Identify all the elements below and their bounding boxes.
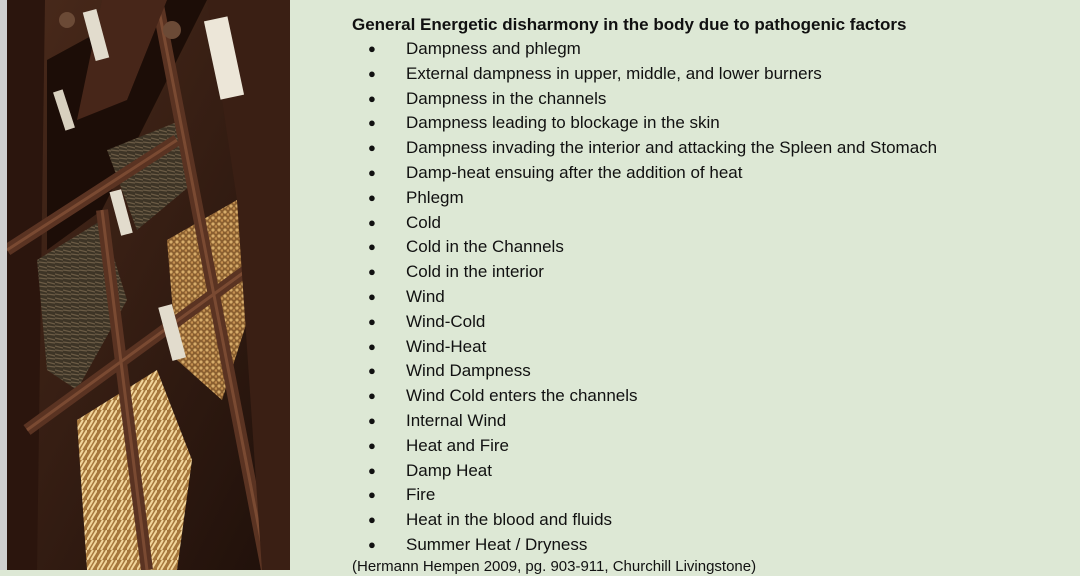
list-item bbox=[352, 37, 1072, 62]
citation: (Hermann Hempen 2009, pg. 903-911, Churchill Livingstone) bbox=[352, 557, 757, 575]
herb-drawers-illustration bbox=[7, 0, 290, 570]
list-item-text: Dampness and phlegm bbox=[406, 39, 581, 58]
list-item bbox=[352, 310, 1072, 335]
list-item-text: Heat in the blood and fluids bbox=[406, 510, 613, 530]
bullet-icon: ● bbox=[368, 338, 376, 354]
bullet-icon: ● bbox=[368, 65, 376, 81]
bullet-icon: ● bbox=[368, 189, 376, 205]
list-item bbox=[352, 508, 1072, 533]
list-item bbox=[352, 87, 1072, 112]
list-item bbox=[352, 384, 1072, 409]
list-item-text: Wind-Cold bbox=[406, 311, 486, 331]
document-heading: General Energetic disharmony in the body due to pathogenic factors bbox=[352, 15, 907, 34]
list-item bbox=[352, 434, 1072, 459]
list-item bbox=[352, 459, 1072, 484]
bullet-icon: ● bbox=[368, 363, 376, 379]
bullet-icon: ● bbox=[368, 487, 376, 503]
list-item-text: Cold in the Channels bbox=[406, 237, 564, 257]
bullet-icon: ● bbox=[368, 512, 376, 528]
bullet-icon: ● bbox=[368, 313, 376, 329]
list-item-text: Dampness invading the interior and attacking the Spleen and Stomach bbox=[406, 138, 938, 158]
list-item bbox=[352, 136, 1072, 161]
bullet-icon: ● bbox=[368, 388, 376, 404]
bullet-icon: ● bbox=[368, 264, 376, 280]
list-item-text: Fire bbox=[406, 485, 436, 505]
bullet-icon: ● bbox=[368, 288, 376, 304]
bullet-icon: ● bbox=[368, 140, 376, 156]
list-item-text: Heat and Fire bbox=[406, 435, 509, 455]
list-item-text: Dampness leading to blockage in the skin bbox=[406, 113, 720, 133]
list-item-text: Summer Heat / Dryness bbox=[406, 534, 588, 554]
bullet-icon: ● bbox=[368, 437, 376, 453]
list-item bbox=[352, 235, 1072, 260]
bullet-icon: ● bbox=[368, 536, 376, 552]
list-item bbox=[352, 409, 1072, 434]
list-item-text: Dampness in the channels bbox=[406, 88, 607, 108]
list-item-text: Damp Heat bbox=[406, 460, 492, 480]
list-item bbox=[352, 483, 1072, 508]
list-item bbox=[352, 359, 1072, 384]
list-item-text: External dampness in upper, middle, and lower burners bbox=[406, 63, 822, 83]
list-item-text: Wind Dampness bbox=[406, 361, 531, 381]
bullet-icon: ● bbox=[368, 214, 376, 230]
left-edge-strip bbox=[0, 0, 7, 570]
list-item-text: Phlegm bbox=[406, 187, 464, 207]
list-item bbox=[352, 211, 1072, 236]
list-item-text: Cold bbox=[406, 212, 441, 232]
bullet-icon: ● bbox=[368, 462, 376, 478]
list-item-text: Internal Wind bbox=[406, 410, 507, 430]
list-item bbox=[352, 161, 1072, 186]
list-item bbox=[352, 285, 1072, 310]
bullet-icon: ● bbox=[368, 41, 376, 56]
list-item-text: Wind-Heat bbox=[406, 336, 487, 356]
bullet-icon: ● bbox=[368, 412, 376, 428]
list-item bbox=[352, 186, 1072, 211]
herb-drawers-photo bbox=[7, 0, 290, 570]
list-item-text: Cold in the interior bbox=[406, 262, 544, 282]
list-item-text: Wind bbox=[406, 286, 445, 306]
bullet-icon: ● bbox=[368, 164, 376, 180]
list-item-text: Damp-heat ensuing after the addition of heat bbox=[406, 162, 743, 182]
list-item bbox=[352, 62, 1072, 87]
bullet-icon: ● bbox=[368, 115, 376, 131]
list-item bbox=[352, 111, 1072, 136]
bullet-icon: ● bbox=[368, 239, 376, 255]
pathogenic-factors-document bbox=[352, 13, 1072, 576]
list-item-text: Wind Cold enters the channels bbox=[406, 386, 638, 406]
pathogenic-factors-list bbox=[352, 37, 1072, 558]
bullet-icon: ● bbox=[368, 90, 376, 106]
list-item bbox=[352, 260, 1072, 285]
list-item bbox=[352, 533, 1072, 558]
list-item bbox=[352, 335, 1072, 360]
